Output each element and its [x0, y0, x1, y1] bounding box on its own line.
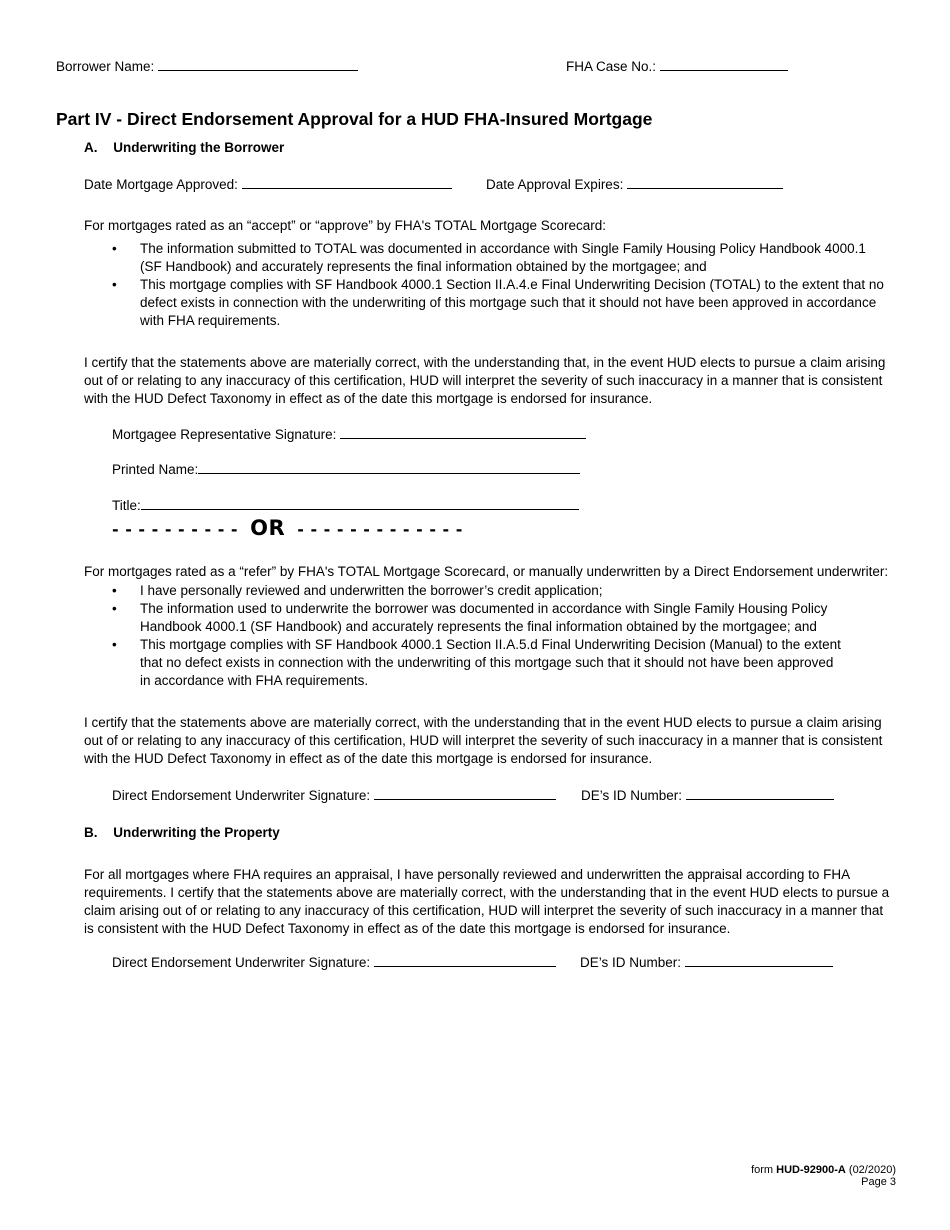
- borrower-name-label: Borrower Name:: [56, 59, 155, 74]
- or-divider: [112, 516, 463, 540]
- or-label: OR: [250, 516, 286, 540]
- date-expires-input-line[interactable]: [627, 175, 783, 189]
- section-b-heading: [84, 824, 280, 842]
- printed-name-label: Printed Name:: [112, 462, 199, 477]
- de-signature-label: Direct Endorsement Underwriter Signature:: [112, 955, 371, 970]
- de-id-field-b: [580, 953, 833, 972]
- refer-bullet-list: [84, 582, 844, 690]
- date-expires-label: Date Approval Expires:: [486, 177, 624, 192]
- borrower-name-field: [56, 57, 358, 76]
- list-item: • This mortgage complies with SF Handbook 4000.1 Section II.A.5.d Final Underwriting Decision (Manual) to the extent that no defect exists in connection with the underwriting of this mortgage such that it should not have been approved in accordance with FHA requirements.: [84, 636, 844, 690]
- title-input-line[interactable]: [141, 496, 579, 510]
- rep-signature-field: [112, 425, 586, 444]
- fha-case-field: [566, 57, 788, 76]
- list-item: • The information used to underwrite the borrower was documented in accordance with Single Family Housing Policy Handbook 4000.1 (SF Handbook) and accurately represents the final information obtained by the mortgagee; and: [84, 600, 844, 636]
- form-number: HUD-92900-A: [776, 1164, 846, 1176]
- section-b-title: Underwriting the Property: [113, 825, 280, 840]
- form-prefix: form: [751, 1164, 774, 1176]
- list-item: • This mortgage complies with SF Handbook 4000.1 Section II.A.4.e Final Underwriting Decision (TOTAL) to the extent that no defect exists in connection with the underwriting of this mortgage such that it should not have been approved in accordance with FHA requirements.: [84, 276, 884, 330]
- de-id-input-line[interactable]: [686, 786, 834, 800]
- fha-case-input-line[interactable]: [660, 57, 788, 71]
- form-id-line: [751, 1164, 896, 1176]
- printed-name-field: [112, 460, 580, 479]
- de-id-label: DE’s ID Number:: [581, 788, 683, 803]
- de-id-label: DE’s ID Number:: [580, 955, 682, 970]
- printed-name-input-line[interactable]: [198, 460, 580, 474]
- part-title: Part IV - Direct Endorsement Approval for a HUD FHA-Insured Mortgage: [56, 109, 653, 129]
- form-date: (02/2020): [848, 1164, 896, 1176]
- rep-signature-label: Mortgagee Representative Signature:: [112, 427, 337, 442]
- date-approved-label: Date Mortgage Approved:: [84, 177, 238, 192]
- section-a-title: Underwriting the Borrower: [113, 140, 285, 155]
- total-bullet-list: [84, 240, 884, 330]
- borrower-name-input-line[interactable]: [158, 57, 358, 71]
- section-a-letter: A.: [84, 140, 98, 155]
- or-dashes-right: - - - - - - - - - - - - -: [297, 520, 463, 539]
- section-b-letter: B.: [84, 825, 98, 840]
- de-id-input-line[interactable]: [685, 953, 833, 967]
- de-signature-field-b: [112, 953, 556, 972]
- list-item: • I have personally reviewed and underwritten the borrower’s credit application;: [84, 582, 844, 600]
- title-label: Title:: [112, 498, 141, 513]
- de-signature-input-line[interactable]: [374, 786, 556, 800]
- rep-signature-input-line[interactable]: [340, 425, 586, 439]
- section-a-heading: [84, 139, 284, 157]
- page-number: Page 3: [861, 1176, 896, 1188]
- de-signature-input-line[interactable]: [374, 953, 556, 967]
- de-signature-label: Direct Endorsement Underwriter Signature:: [112, 788, 371, 803]
- date-expires-field: [486, 175, 783, 194]
- fha-case-label: FHA Case No.:: [566, 59, 657, 74]
- de-signature-field-a: [112, 786, 556, 805]
- form-footer: [751, 1164, 896, 1188]
- certification-paragraph-2: I certify that the statements above are materially correct, with the understanding that in the event HUD elects to pursue a claim arising out of or relating to any inaccuracy of this certification, HUD will interpret the severity of such inaccuracy in a manner that is consistent with the HUD Defect Taxonomy in effect as of the date this mortgage is endorsed for insurance.: [84, 715, 883, 766]
- property-paragraph: For all mortgages where FHA requires an appraisal, I have personally reviewed and underwritten the appraisal according to FHA requirements. I certify that the statements above are materially correct, with the understanding that in the event HUD elects to pursue a claim arising out of or relating to any inaccuracy of this certification, HUD will interpret the severity of such inaccuracy in a manner that is consistent with the HUD Defect Taxonomy in effect as of the date this mortgage is endorsed for insurance.: [84, 867, 890, 936]
- date-approved-field: [84, 175, 452, 194]
- title-field: [112, 496, 579, 515]
- date-approved-input-line[interactable]: [242, 175, 452, 189]
- refer-intro: For mortgages rated as a “refer” by FHA's TOTAL Mortgage Scorecard, or manually underwritten by a Direct Endorsement underwriter:: [84, 564, 889, 579]
- certification-paragraph-1: I certify that the statements above are materially correct, with the understanding that, in the event HUD elects to pursue a claim arising out of or relating to any inaccuracy of this certification, HUD will interpret the severity of such inaccuracy in a manner that is consistent with the HUD Defect Taxonomy in effect as of the date this mortgage is endorsed for insurance.: [84, 355, 886, 406]
- total-intro: For mortgages rated as an “accept” or “approve” by FHA's TOTAL Mortgage Scorecard:: [84, 218, 607, 233]
- or-dashes-left: - - - - - - - - - -: [112, 520, 239, 539]
- de-id-field-a: [581, 786, 834, 805]
- list-item: • The information submitted to TOTAL was documented in accordance with Single Family Housing Policy Handbook 4000.1 (SF Handbook) and accurately represents the final information obtained by the mortgagee; and: [84, 240, 884, 276]
